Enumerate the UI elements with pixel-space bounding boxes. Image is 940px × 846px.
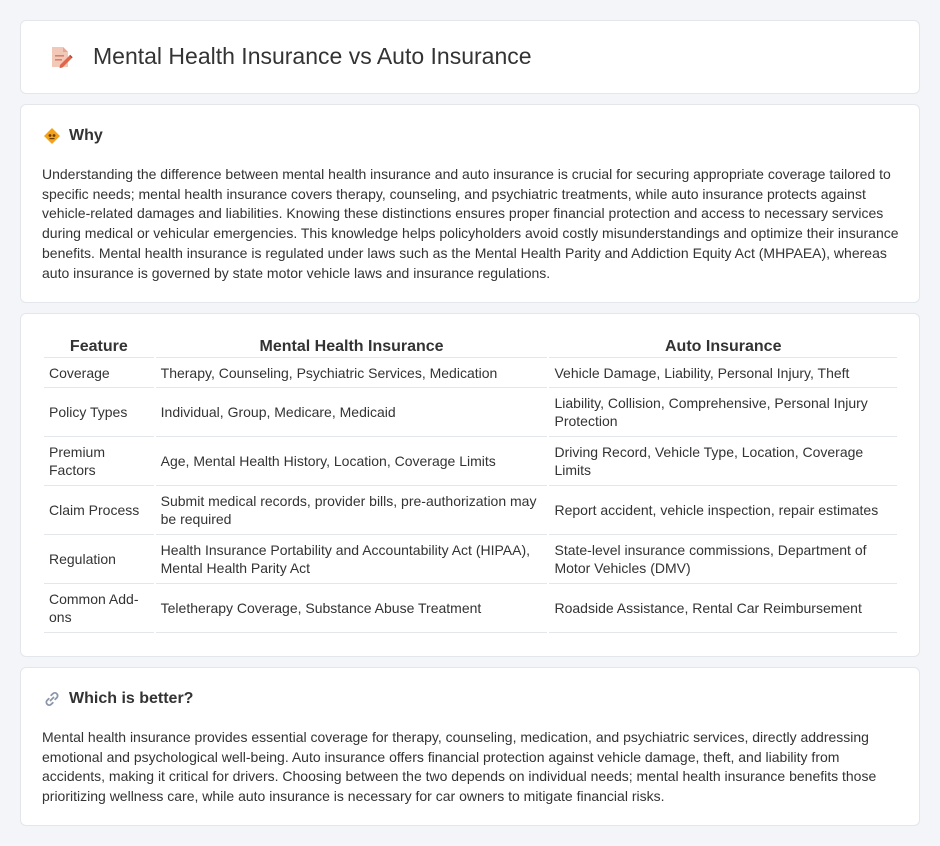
mental-health-cell: Therapy, Counseling, Psychiatric Services, Medication (156, 358, 548, 388)
mental-health-cell: Submit medical records, provider bills, pre-authorization may be required (156, 486, 548, 535)
feature-cell: Regulation (44, 535, 154, 584)
mental-health-cell: Age, Mental Health History, Location, Coverage Limits (156, 437, 548, 486)
table-row (44, 486, 897, 535)
feature-cell: Common Add-ons (44, 584, 154, 633)
table-row (44, 388, 897, 437)
comparison-section (20, 313, 920, 657)
auto-cell: Vehicle Damage, Liability, Personal Injury, Theft (549, 358, 897, 388)
feature-cell: Coverage (44, 358, 154, 388)
header-feature: Feature (44, 336, 154, 358)
bulb-icon (43, 127, 61, 145)
auto-cell: Liability, Collision, Comprehensive, Personal Injury Protection (549, 388, 897, 437)
title-card (20, 20, 920, 94)
better-title: Which is better? (69, 690, 194, 707)
auto-cell: Roadside Assistance, Rental Car Reimbursement (549, 584, 897, 633)
auto-cell: Driving Record, Vehicle Type, Location, Coverage Limits (549, 437, 897, 486)
comparison-table (42, 336, 899, 633)
mental-health-cell: Individual, Group, Medicare, Medicaid (156, 388, 548, 437)
title-row (47, 43, 532, 70)
table-row (44, 535, 897, 584)
auto-cell: Report accident, vehicle inspection, repair estimates (549, 486, 897, 535)
why-section (20, 104, 920, 303)
link-icon (43, 690, 61, 708)
header-mental-health: Mental Health Insurance (156, 336, 548, 358)
feature-cell: Policy Types (44, 388, 154, 437)
why-text: Understanding the difference between mental health insurance and auto insurance is crucial for securing appropriate coverage tailored to specific needs; mental health insurance covers therapy, counseling, and psychiatric treatments, while auto insurance protects against vehicle-related damages and liabilities. Knowing these distinctions ensures proper financial protection and access to necessary services during medical or vehicular emergencies. This knowledge helps policyholders avoid costly misunderstandings and optimize their insurance benefits. Mental health insurance is regulated under laws such as the Mental Health Parity and Addiction Equity Act (MHPAEA), whereas auto insurance is governed by state motor vehicle laws and insurance regulations. (42, 166, 899, 281)
better-heading (43, 690, 193, 708)
table-row (44, 358, 897, 388)
feature-cell: Premium Factors (44, 437, 154, 486)
page-title: Mental Health Insurance vs Auto Insurance (93, 43, 532, 69)
why-heading (43, 127, 103, 145)
better-section (20, 667, 920, 826)
table-row (44, 584, 897, 633)
header-auto: Auto Insurance (549, 336, 897, 358)
mental-health-cell: Teletherapy Coverage, Substance Abuse Treatment (156, 584, 548, 633)
document-pencil-icon (47, 44, 73, 70)
better-text: Mental health insurance provides essential coverage for therapy, counseling, medication, and psychiatric services, directly addressing emotional and psychological well-being. Auto insurance offers financial protection against vehicle damage, theft, and liability from accidents, making it critical for drivers. Choosing between the two depends on individual needs; mental health insurance benefits those prioritizing wellness care, while auto insurance is necessary for car owners to mitigate financial risks. (42, 729, 877, 805)
mental-health-cell: Health Insurance Portability and Accountability Act (HIPAA), Mental Health Parity Act (156, 535, 548, 584)
table-row (44, 437, 897, 486)
feature-cell: Claim Process (44, 486, 154, 535)
auto-cell: State-level insurance commissions, Department of Motor Vehicles (DMV) (549, 535, 897, 584)
why-title: Why (69, 127, 103, 144)
table-header-row (44, 336, 897, 358)
